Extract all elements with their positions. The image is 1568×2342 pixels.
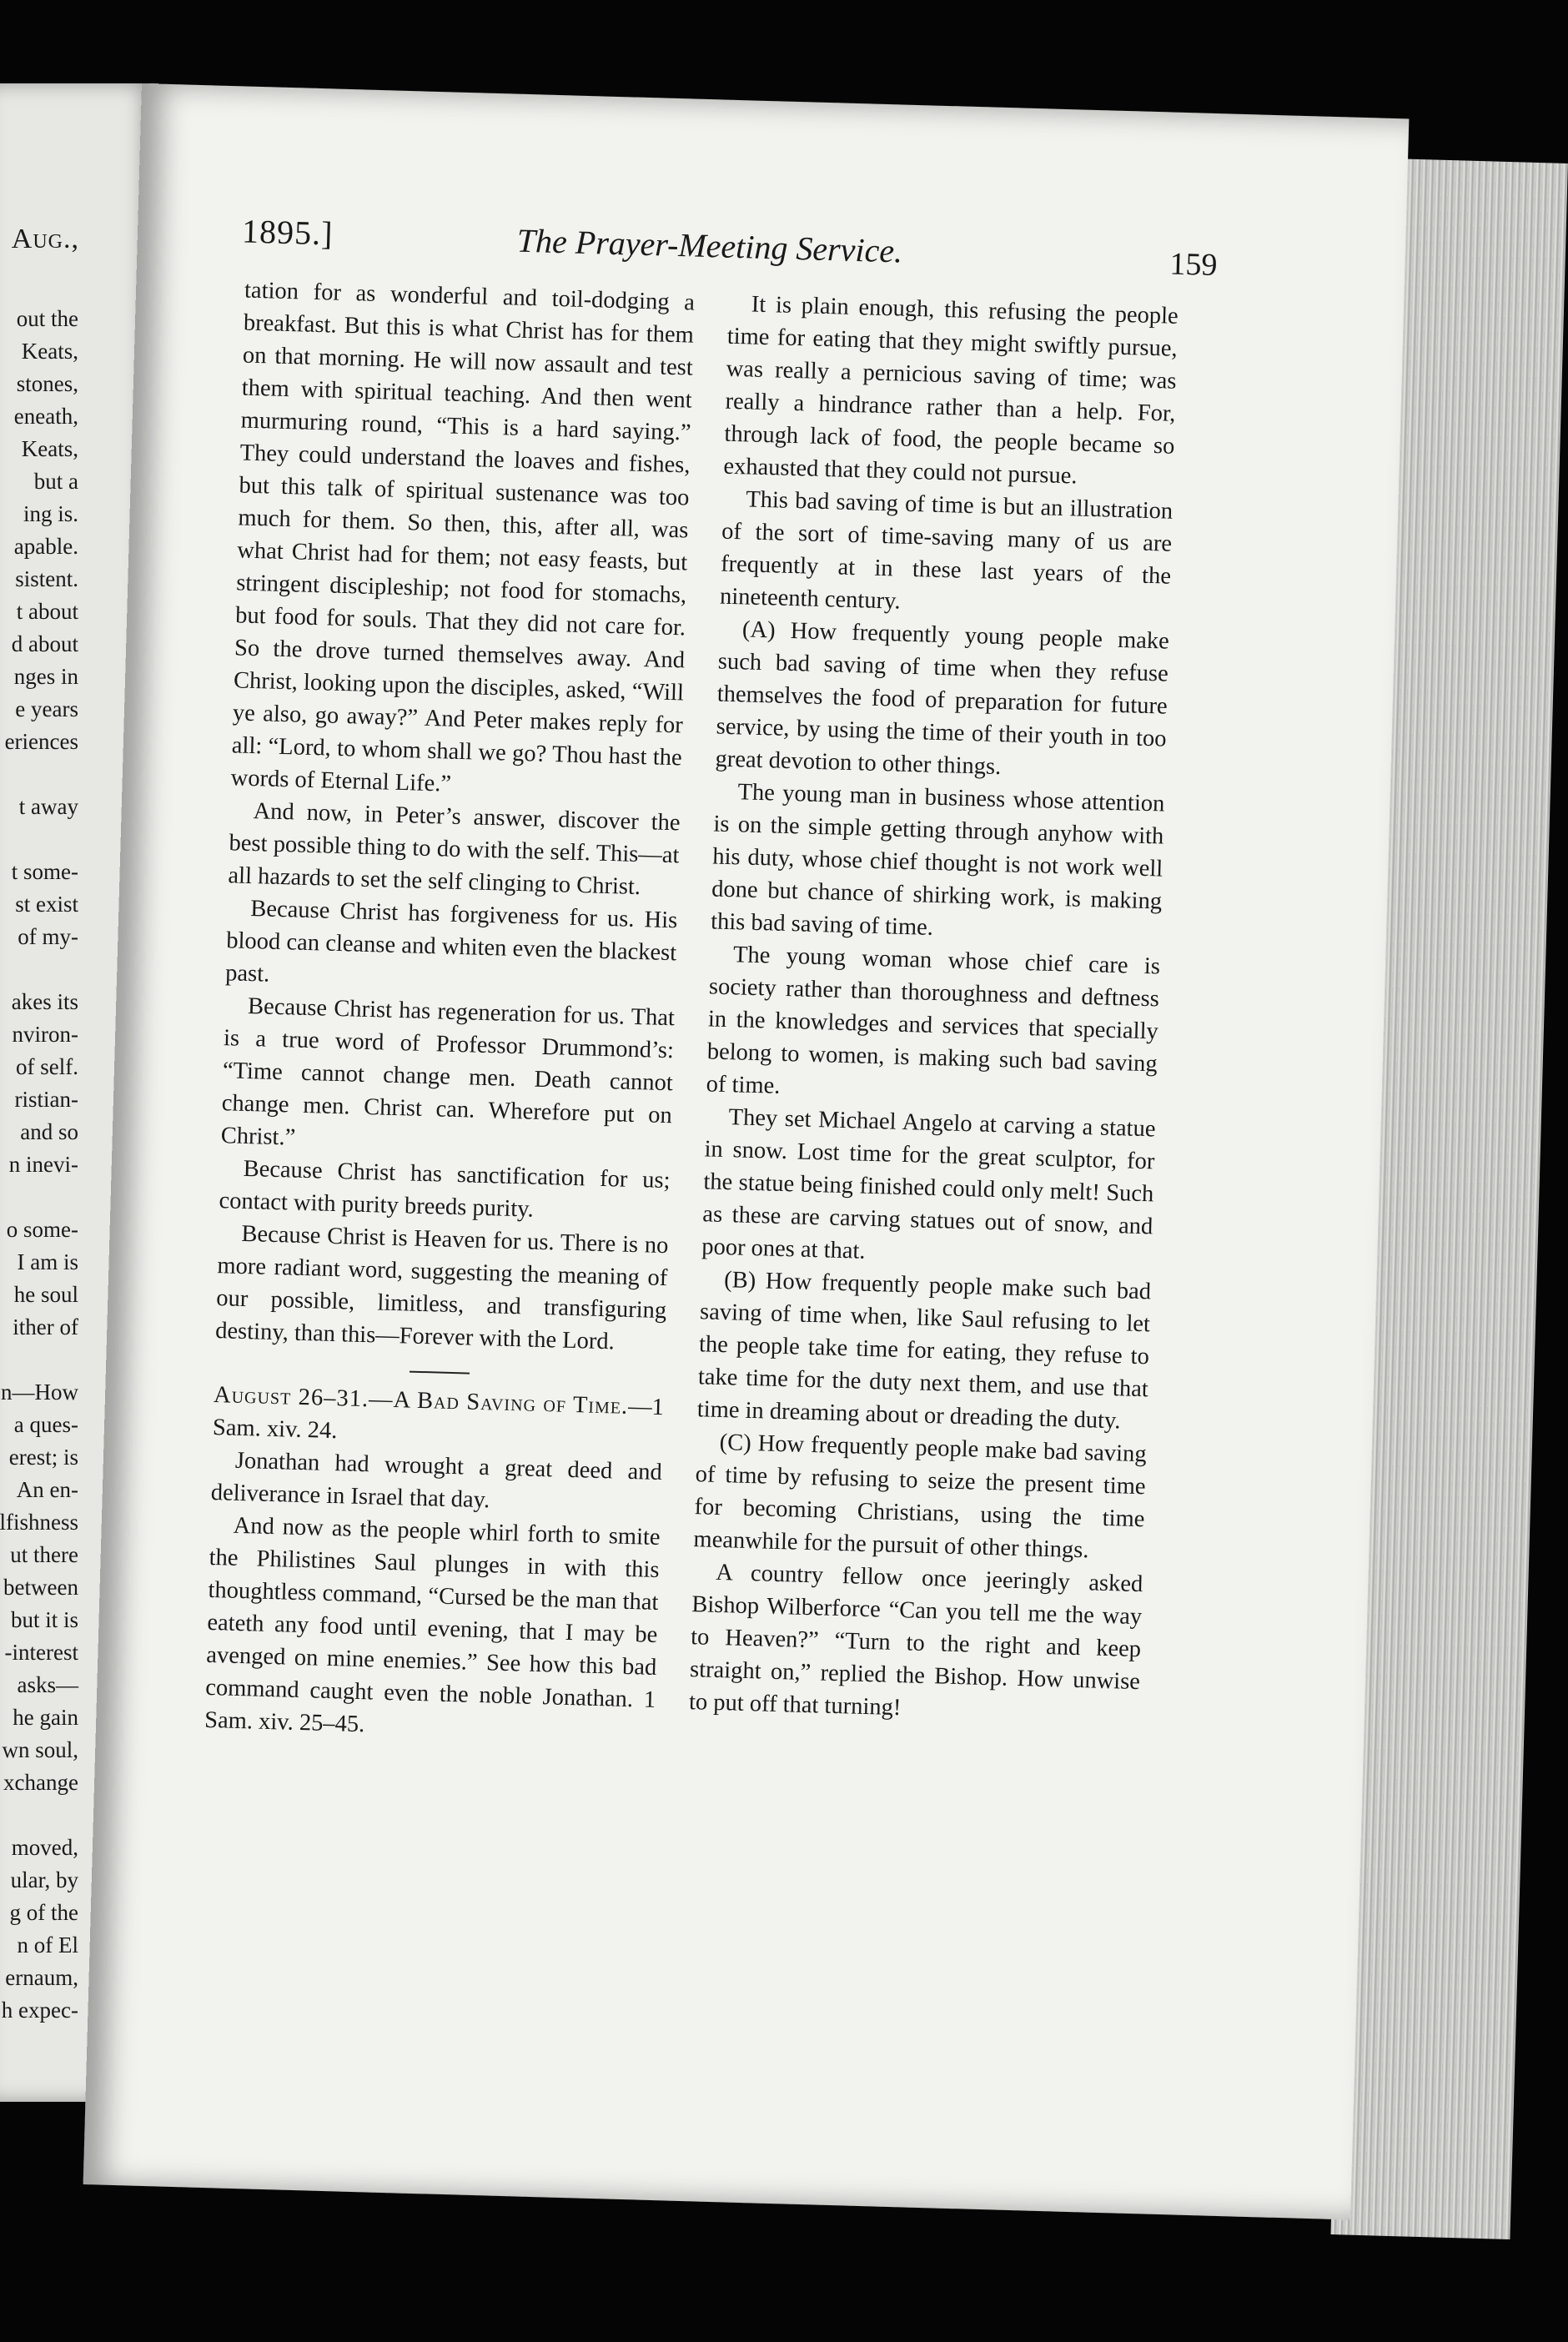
left-page-fragment: ither of bbox=[13, 1314, 78, 1339]
left-page-fragment: t about bbox=[16, 599, 78, 624]
left-page-fragment: nges in bbox=[13, 664, 78, 689]
left-page-fragment: of my- bbox=[18, 924, 78, 949]
left-page-fragment: he gain bbox=[13, 1705, 78, 1730]
left-page-fragment: he soul bbox=[13, 1282, 78, 1307]
left-page-fragment: akes its bbox=[11, 989, 78, 1014]
left-page-fragment: n inevi- bbox=[8, 1152, 78, 1177]
left-running-head: Aug., bbox=[11, 224, 79, 254]
left-page-fragment: lfishness bbox=[0, 1510, 78, 1535]
section-heading bbox=[212, 1379, 664, 1456]
paragraph: And now as the people whirl forth to smite the Philistines Saul plunges in with this thoughtless command, “Cursed be the man that eateth any food until evening, that I may be avenged on mine enemies.” See how this bad command caught even the noble Jonathan. 1 Sam. xiv. 25–45. bbox=[204, 1512, 661, 1738]
left-page-fragment: d about bbox=[11, 631, 78, 656]
left-page-fragment: I am is bbox=[17, 1249, 78, 1274]
left-page-fragment: stones, bbox=[16, 371, 78, 396]
left-page-fragment: st exist bbox=[15, 892, 78, 917]
running-head-year: 1895.] bbox=[241, 212, 334, 253]
left-page-fragment: sistent. bbox=[15, 566, 78, 591]
left-page-fragment: h expec- bbox=[1, 1998, 78, 2023]
page-number: 159 bbox=[1168, 246, 1218, 284]
paragraph: They set Michael Angelo at carving a statue in snow. Lost time for the great sculptor, for the statue being finished could only melt! Such as these are carving statues out of snow, and poor ones at that. bbox=[701, 1104, 1156, 1264]
right-column bbox=[689, 288, 1179, 1731]
paragraph: (B) How frequently people make such bad saving of time when, like Saul refusing to let the people take time for eating, they refuse to take time for the duty next them, and use that time in dreaming about or dreading the duty. bbox=[696, 1267, 1152, 1435]
left-page-fragment: between bbox=[3, 1575, 78, 1600]
left-page-fragment: n of El bbox=[17, 1932, 78, 1958]
left-page-fragment: -interest bbox=[4, 1640, 78, 1665]
paragraph: A country fellow once jeeringly asked Bishop Wilberforce “Can you tell me the way to Heaven?” “Turn to the right and keep straight on,” replied the Bishop. How unwise to put off that turning! bbox=[688, 1559, 1143, 1721]
left-page-fragment: ing is. bbox=[23, 501, 78, 526]
running-head-title: The Prayer-Meeting Service. bbox=[516, 221, 903, 270]
left-page-fragment: xchange bbox=[3, 1770, 78, 1795]
left-page-fragment: ernaum, bbox=[5, 1965, 78, 1990]
section-title: —A Bad Saving of Time. bbox=[368, 1386, 629, 1420]
scripture-reference: —1 Sam. xiv. 24. bbox=[212, 1393, 665, 1445]
paragraph: (A) How frequently young people make such bad saving of time when they refuse themselves the food of preparation for future service, by using the time of their youth in too great devotion to other things. bbox=[715, 616, 1170, 781]
paragraph: It is plain enough, this refusing the people time for eating that they might swiftly pursue, was really a pernicious saving of time; was really a hindrance rather than a help. For, through lack of food, the people became so exhausted that they could not pursue. bbox=[723, 291, 1179, 490]
paragraph: Because Christ has sanctification for us; contact with purity breeds purity. bbox=[219, 1155, 671, 1223]
paragraph: Jonathan had wrought a great deed and deliverance in Israel that day. bbox=[210, 1447, 663, 1514]
left-column bbox=[204, 274, 696, 1749]
left-page-fragment: Keats, bbox=[21, 436, 78, 461]
left-page-fragment: An en- bbox=[16, 1477, 78, 1502]
left-page-fragment: t some- bbox=[11, 859, 78, 884]
left-page-fragment: but it is bbox=[10, 1607, 78, 1632]
left-page-fragment: eneath, bbox=[13, 404, 78, 429]
section-date: August 26–31. bbox=[213, 1382, 369, 1413]
left-page-fragment: ular, by bbox=[10, 1867, 78, 1892]
paragraph: The young man in business whose attention is on the simple getting through anyhow with his duty, whose chief thought is not work well done but chance of shirking work, is making this bad saving of time. bbox=[710, 779, 1165, 941]
left-page-fragment: ristian- bbox=[14, 1087, 78, 1112]
left-page-fragment: e years bbox=[15, 696, 78, 721]
left-page-fragment: wn soul, bbox=[2, 1737, 78, 1762]
paragraph: This bad saving of time is but an illustration of the sort of time-saving many of us are frequently at in these last years of the nineteenth century. bbox=[719, 486, 1173, 615]
left-page-fragment: apable. bbox=[13, 534, 78, 559]
paragraph: Because Christ has forgiveness for us. His blood can cleanse and whiten even the blackest past. bbox=[224, 896, 678, 988]
section-rule bbox=[410, 1371, 470, 1375]
left-page-fragment: moved, bbox=[11, 1835, 78, 1860]
left-page-fragment: nviron- bbox=[12, 1022, 78, 1047]
left-page-fragment: n—How bbox=[1, 1380, 78, 1405]
paragraph: Because Christ has regeneration for us. That is a true word of Professor Drummond’s: “Time cannot change men. Death cannot change men. Christ can. Wherefore put on Christ.” bbox=[220, 993, 676, 1151]
left-page-fragment: asks— bbox=[17, 1672, 78, 1697]
left-page-fragment: o some- bbox=[6, 1217, 78, 1242]
left-page-fragment: and so bbox=[20, 1119, 78, 1144]
left-page-fragment: eriences bbox=[4, 729, 78, 754]
paragraph: (C) How frequently people make bad saving of time by refusing to seize the present time for becoming Christians, using the time meanwhile for the pursuit of other things. bbox=[693, 1429, 1148, 1564]
paragraph: Because Christ is Heaven for us. There is no more radiant word, suggesting the meaning of our possible, limitless, and transfiguring destiny, than this—Forever with the Lord. bbox=[214, 1220, 669, 1355]
left-page-fragment: but a bbox=[33, 469, 78, 494]
paragraph: And now, in Peter’s answer, discover the best possible thing to do with the self. This—at all hazards to set the self clinging to Christ. bbox=[228, 798, 681, 901]
paragraph: tation for as wonderful and toil-dodging a breakfast. But this is what Christ has for them on that morning. He will now assault and test them with spiritual teaching. And then went murmuring round, “This is a hard saying.” They could understand the loaves and fishes, but this talk of spiritual sustenance was too much for them. So then, this, after all, was what Christ had for them; not easy feasts, but stringent discipleship; not food for stomachs, but food for souls. That they did not care for. So the drove turned themselves away. And Christ, looking upon the disciples, asked, “Will ye also, go away?” And Peter makes reply for all: “Lord, to whom shall we go? Thou hast the words of Eternal Life.” bbox=[230, 277, 696, 797]
left-page-fragment: Keats, bbox=[21, 339, 78, 364]
left-page-fragment: ut there bbox=[10, 1542, 78, 1567]
left-page-fragment: t away bbox=[18, 794, 78, 819]
left-page-fragment: out the bbox=[16, 306, 78, 331]
page-159 bbox=[83, 83, 1410, 2219]
left-page-fragment: a ques- bbox=[13, 1412, 78, 1437]
left-page-fragment: g of the bbox=[9, 1900, 78, 1925]
paragraph: The young woman whose chief care is society rather than thoroughness and deftness in the knowledges and services that specially belong to women, is making such bad saving of time. bbox=[706, 942, 1161, 1099]
left-page-fragment: of self. bbox=[16, 1054, 78, 1079]
left-page-fragment: erest; is bbox=[8, 1445, 78, 1470]
